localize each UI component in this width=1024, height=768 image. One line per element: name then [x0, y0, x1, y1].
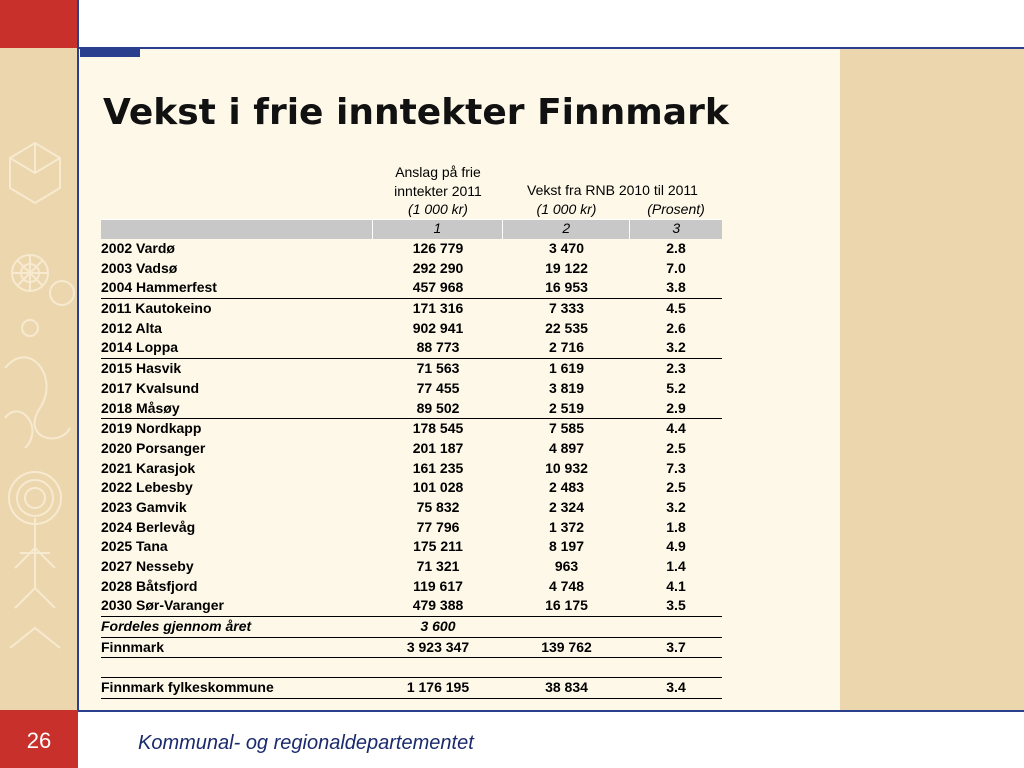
decorative-left-band: [0, 48, 78, 710]
table-row: [101, 459, 722, 479]
row-v1: 77 455: [416, 379, 460, 396]
row-v2: 2 324: [548, 498, 585, 515]
row-v3: 7.3: [666, 459, 686, 476]
table-row: [101, 278, 722, 299]
row-v1: 71 321: [416, 558, 460, 574]
row-v2: 16 953: [545, 279, 588, 296]
row-name: 2017 Kvalsund: [101, 379, 200, 396]
row-v2: 7 585: [548, 420, 585, 437]
row-v3: 4.4: [666, 420, 686, 437]
column-number-row: [101, 219, 722, 239]
row-v3: 2.6: [666, 319, 686, 336]
row-v1: 161 235: [412, 459, 464, 476]
row-v1: 119 617: [413, 577, 463, 594]
row-name: Finnmark fylkeskommune: [101, 679, 274, 696]
row-v2: 8 197: [548, 538, 585, 555]
col23-header: Vekst fra RNB 2010 til 2011: [527, 182, 698, 198]
table-row: [101, 419, 722, 439]
table-row: [101, 379, 722, 399]
row-v1: 71 563: [416, 360, 460, 377]
corner-block: [0, 0, 78, 48]
row-v2: 3 819: [548, 379, 585, 396]
table-row: [101, 338, 722, 359]
col1-header-line2: inntekter 2011: [394, 183, 482, 199]
unit-col1: (1 000 kr): [408, 201, 468, 217]
table-body: [101, 239, 722, 617]
page-number: 26: [26, 728, 52, 753]
row-v3: 2.3: [666, 360, 686, 377]
table-row: [101, 498, 722, 518]
row-v3: 3.5: [666, 597, 686, 614]
colnum-2: 2: [503, 220, 630, 239]
income-table: [101, 163, 722, 699]
blank-row: [101, 658, 722, 678]
row-v1: 201 187: [412, 439, 464, 456]
row-name: Finnmark: [101, 638, 165, 655]
table-row: [101, 359, 722, 379]
row-v2: 139 762: [541, 638, 592, 655]
table-row: [101, 518, 722, 538]
top-banner: [78, 0, 1024, 48]
table-row: [101, 577, 722, 597]
row-v3: 1.8: [666, 518, 686, 535]
table-row: [101, 399, 722, 420]
row-v2: 3 470: [548, 240, 585, 256]
row-v2: 10 932: [545, 459, 588, 476]
row-v3: 1.4: [666, 558, 686, 574]
row-v1: 902 941: [412, 319, 464, 336]
table-row: [101, 239, 722, 259]
table-row-fylke: [101, 678, 722, 699]
table-row: [101, 259, 722, 279]
row-v1: 178 545: [412, 420, 464, 437]
row-v1: 479 388: [412, 597, 464, 614]
row-v3: 4.9: [666, 538, 686, 555]
table-row: [101, 299, 722, 319]
row-name: 2021 Karasjok: [101, 459, 196, 476]
vertical-divider: [77, 0, 79, 768]
footer-text: Kommunal- og regionaldepartementet: [138, 732, 474, 754]
row-name: 2028 Båtsfjord: [101, 577, 198, 594]
table-row: [101, 439, 722, 459]
row-v3: 2.8: [666, 240, 686, 256]
row-v1: 88 773: [416, 339, 460, 356]
row-v1: 1 176 195: [406, 679, 470, 696]
table-row-finnmark: [101, 638, 722, 659]
row-v2: 1 372: [548, 518, 585, 535]
table-row: [101, 557, 722, 577]
row-v2: 2 483: [548, 479, 585, 496]
ornament-pattern-icon: [0, 48, 78, 710]
row-v2: 19 122: [545, 259, 588, 276]
row-name: 2014 Loppa: [101, 339, 179, 356]
table-row: [101, 596, 722, 617]
row-v3: 4.5: [666, 300, 686, 317]
row-name: 2015 Hasvik: [101, 360, 182, 377]
row-v2: 2 716: [548, 339, 585, 356]
row-v2: 22 535: [545, 319, 588, 336]
row-name: 2027 Nesseby: [101, 558, 194, 574]
row-v1: 75 832: [416, 498, 460, 515]
row-name: 2003 Vadsø: [101, 259, 178, 276]
row-v1: 457 968: [412, 279, 464, 296]
row-v1: 171 316: [412, 300, 464, 317]
row-v3: 5.2: [666, 379, 686, 396]
row-v3: 3.2: [666, 498, 686, 515]
accent-tab: [80, 49, 140, 57]
row-v1: 126 779: [412, 240, 464, 256]
row-v3: 4.1: [666, 577, 686, 594]
row-name: 2024 Berlevåg: [101, 518, 196, 535]
row-name: 2019 Nordkapp: [101, 420, 202, 437]
colnum-1: 1: [373, 220, 503, 239]
page-title: Vekst i frie inntekter Finnmark: [103, 92, 729, 133]
row-v1: 3 600: [420, 618, 456, 635]
row-v3: 2.9: [666, 399, 686, 416]
row-name: 2025 Tana: [101, 538, 168, 555]
row-name: 2023 Gamvik: [101, 498, 187, 515]
row-name: 2018 Måsøy: [101, 399, 180, 416]
row-v1: 175 211: [413, 538, 463, 555]
row-v2: 1 619: [548, 360, 585, 377]
row-name: 2020 Porsanger: [101, 439, 206, 456]
row-v3: 2.5: [666, 439, 686, 456]
row-v3: 2.5: [666, 479, 686, 496]
header-divider: [78, 47, 1024, 49]
row-v2: 4 897: [548, 439, 585, 456]
decorative-right-band: [840, 48, 1024, 710]
row-v1: 89 502: [416, 399, 460, 416]
col1-header-line1: Anslag på frie: [395, 164, 481, 180]
table-header: [101, 163, 722, 219]
row-v2: 963: [554, 558, 579, 574]
table-row: [101, 478, 722, 498]
row-v1: 77 796: [416, 518, 460, 535]
row-v2: 38 834: [545, 679, 588, 696]
row-name: 2012 Alta: [101, 319, 162, 336]
row-name: Fordeles gjennom året: [101, 618, 252, 635]
row-v2: 16 175: [545, 597, 588, 614]
row-name: 2011 Kautokeino: [101, 300, 212, 317]
table-row: [101, 319, 722, 339]
table-row-fordeles: [101, 617, 722, 638]
row-v3: 3.2: [666, 339, 686, 356]
footer-divider: [0, 710, 1024, 712]
row-v2: 7 333: [548, 300, 585, 317]
row-v2: 4 748: [548, 577, 585, 594]
row-v3: 7.0: [666, 259, 686, 276]
table-row: [101, 537, 722, 557]
row-name: 2030 Sør-Varanger: [101, 597, 224, 614]
row-v2: 2 519: [548, 399, 585, 416]
row-v1: 3 923 347: [406, 638, 470, 655]
row-v3: 3.7: [666, 638, 686, 655]
colnum-3: 3: [672, 220, 681, 236]
row-v3: 3.8: [666, 279, 686, 296]
col1-header: [373, 163, 503, 201]
unit-col3: (Prosent): [647, 201, 705, 217]
row-v1: 101 028: [412, 479, 464, 496]
row-name: 2022 Lebesby: [101, 479, 193, 496]
row-v3: 3.4: [666, 679, 686, 696]
row-name: 2002 Vardø: [101, 240, 175, 256]
row-name: 2004 Hammerfest: [101, 279, 217, 296]
unit-col2: (1 000 kr): [536, 201, 597, 217]
row-v1: 292 290: [412, 259, 464, 276]
